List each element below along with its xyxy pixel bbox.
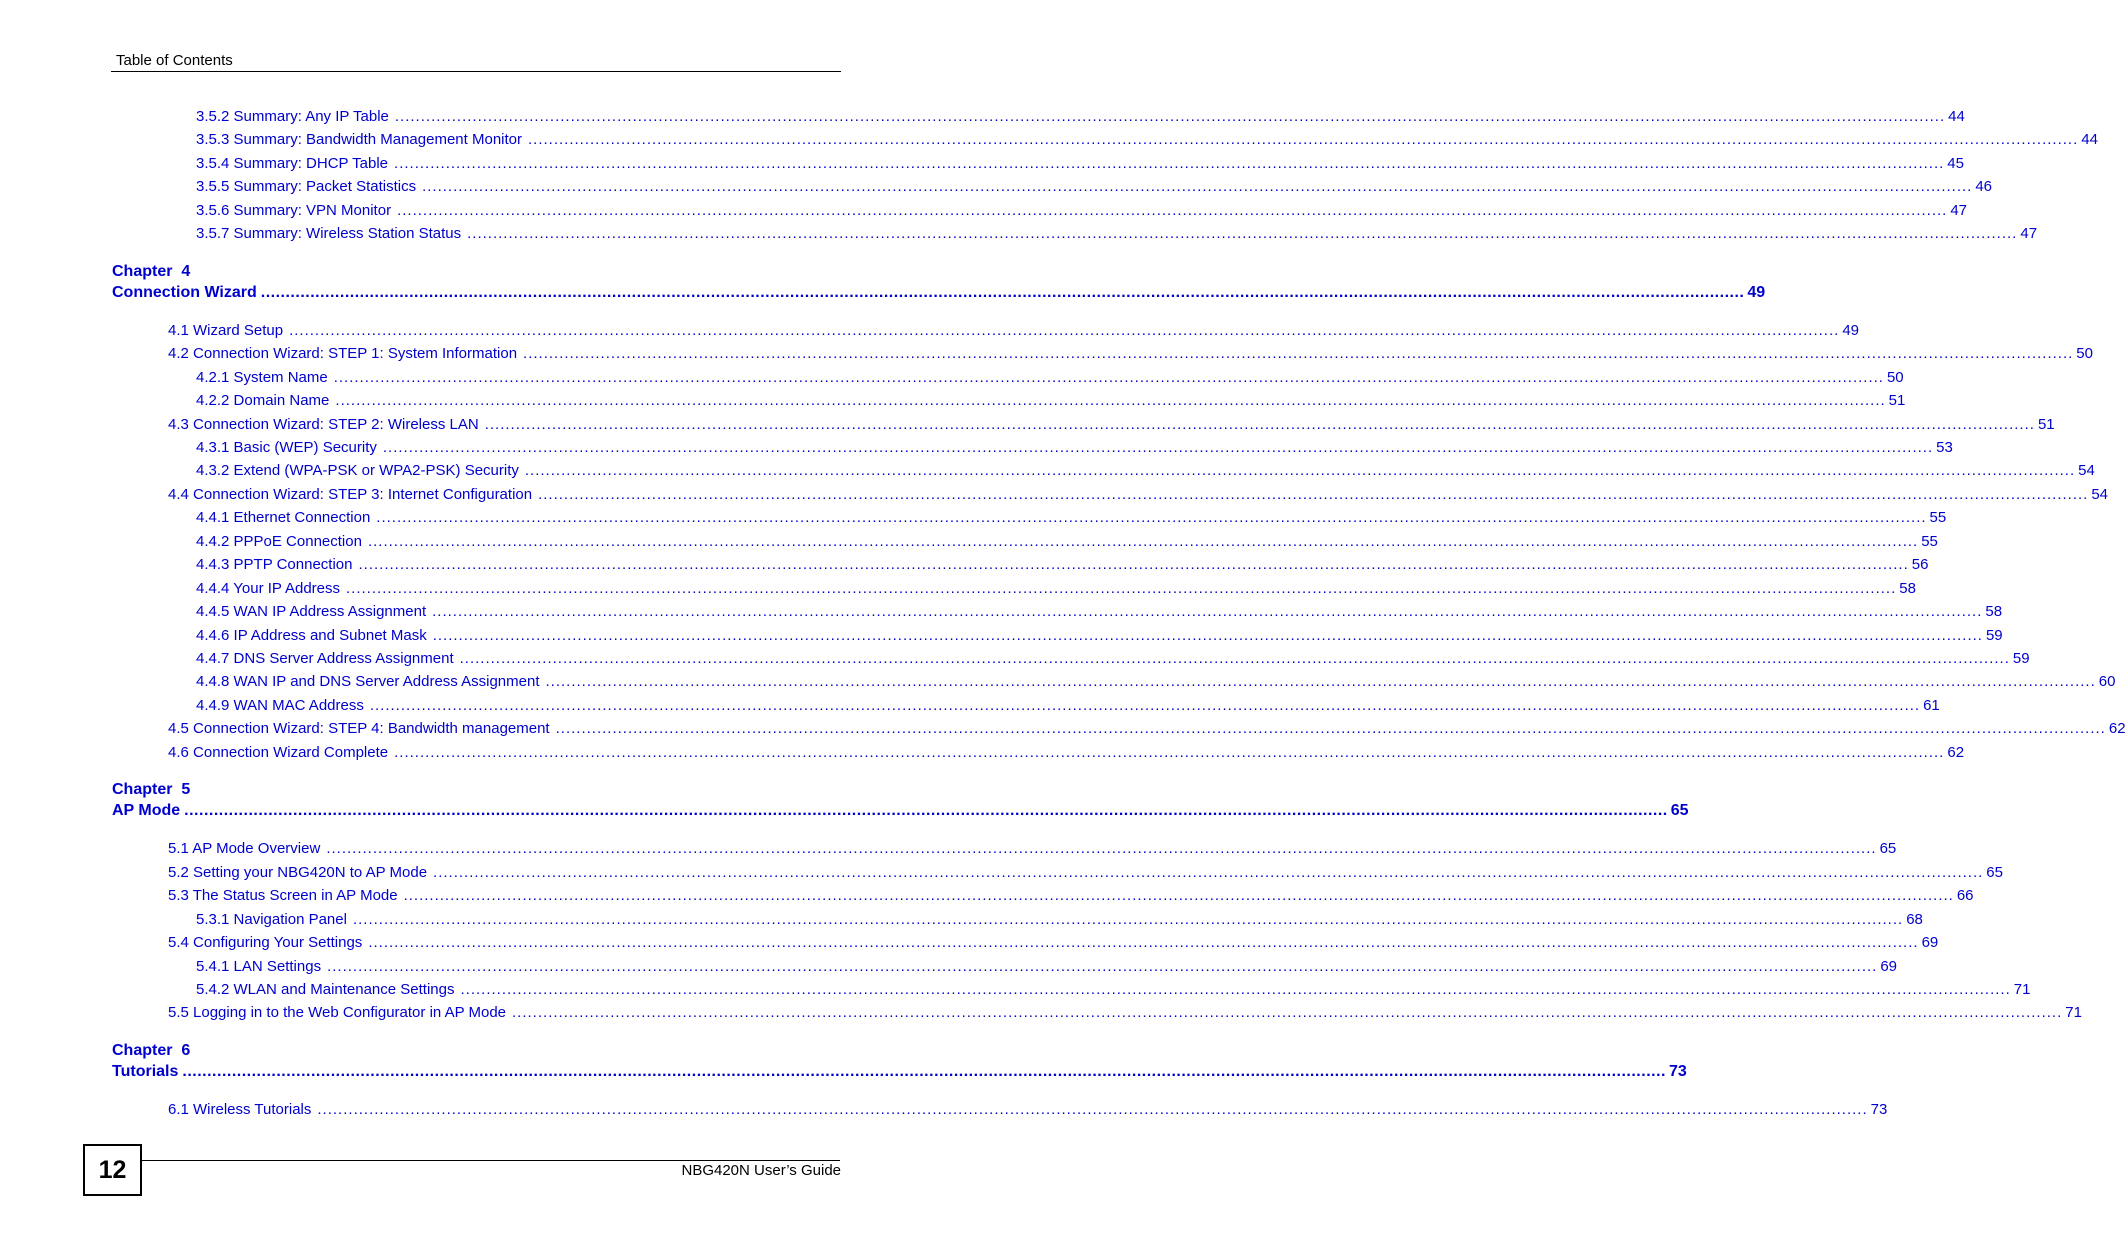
dot-leader: ............................................................................................................................................................................................................................................................................................................ (422, 178, 1973, 196)
entry-page-number: 44 (2081, 131, 2098, 149)
entry-page-number: 51 (1888, 392, 1906, 410)
toc-entry-link[interactable] (168, 743, 1965, 762)
toc-chapter-link[interactable] (112, 802, 1689, 820)
entry-title: 5.3.1 Navigation Panel (196, 910, 347, 928)
entry-title: 3.5.2 Summary: Any IP Table (196, 108, 389, 125)
entry-page-number: 71 (2013, 980, 2031, 998)
entry-title: 4.2.2 Domain Name (196, 392, 330, 410)
entry-page-number: 46 (1975, 178, 1993, 196)
entry-title: 4.4.4 Your IP Address (196, 579, 341, 597)
toc-entry-link[interactable] (196, 368, 1904, 387)
toc-entry-link[interactable] (196, 532, 1938, 551)
entry-title: 4.4.5 WAN IP Address Assignment (196, 603, 427, 621)
dot-leader: ............................................................................................................................................................................................................................................................................................................ (260, 283, 1745, 301)
toc-entry-link[interactable] (196, 579, 1916, 598)
entry-title: 4.6 Connection Wizard Complete (168, 743, 389, 761)
entry-page-number: 60 (2098, 673, 2116, 691)
entry-page-number: 50 (1886, 368, 1904, 386)
entry-title: 5.4.2 WLAN and Maintenance Settings (196, 980, 455, 998)
dot-leader: ............................................................................................................................................................................................................................................................................................................ (394, 154, 1945, 172)
entry-title: 4.3.1 Basic (WEP) Security (196, 438, 377, 456)
toc-entry-link[interactable] (196, 178, 1993, 196)
dot-leader: ............................................................................................................................................................................................................................................................................................................ (394, 108, 1946, 125)
dot-leader: ............................................................................................................................................................................................................................................................................................................ (352, 910, 1904, 928)
entry-title: 4.4.1 Ethernet Connection (196, 509, 371, 527)
chapter-label: Chapter 6 (112, 1041, 191, 1059)
entry-title: 4.4.9 WAN MAC Address (196, 696, 364, 714)
dot-leader: ............................................................................................................................................................................................................................................................................................................ (335, 392, 1886, 410)
entry-title: 4.5 Connection Wizard: STEP 4: Bandwidth management (168, 720, 550, 738)
dot-leader: ............................................................................................................................................................................................................................................................................................................ (368, 934, 1919, 952)
toc-chapter-link[interactable] (112, 1062, 1687, 1081)
toc-entry-link[interactable] (196, 673, 2116, 691)
entry-page-number: 51 (2037, 415, 2055, 433)
dot-leader: ............................................................................................................................................................................................................................................................................................................ (327, 957, 1878, 975)
toc-entry-link[interactable] (196, 910, 1923, 929)
footer-guide-name: NBG420N User’s Guide (681, 1162, 841, 1179)
dot-leader: ............................................................................................................................................................................................................................................................................................................ (358, 556, 1909, 574)
chapter-label: Chapter 5 (112, 781, 191, 799)
toc-entry-link[interactable] (168, 840, 1897, 858)
entry-page-number: 71 (2065, 1004, 2082, 1022)
chapter-label: Chapter 4 (112, 262, 191, 280)
toc-entry-link[interactable] (196, 201, 1968, 220)
entry-page-number: 62 (1947, 743, 1965, 761)
entry-page-number: 59 (1985, 626, 2003, 644)
entry-page-number: 68 (1906, 910, 1923, 928)
toc-entry-link[interactable] (196, 696, 1940, 715)
toc-entry-link[interactable] (196, 154, 1964, 173)
entry-page-number: 54 (2091, 485, 2109, 503)
dot-leader: ............................................................................................................................................................................................................................................................................................................ (369, 696, 1921, 714)
toc-entry-link[interactable] (196, 392, 1906, 410)
dot-leader: ............................................................................................................................................................................................................................................................................................................ (397, 201, 1948, 219)
entry-title: 4.4 Connection Wizard: STEP 3: Internet Configuration (168, 485, 533, 503)
entry-title: 4.4.8 WAN IP and DNS Server Address Assignment (196, 673, 540, 691)
dot-leader: ............................................................................................................................................................................................................................................................................................................ (289, 321, 1840, 339)
entry-page-number: 47 (2020, 225, 2038, 243)
toc-entry-link[interactable] (168, 485, 2109, 504)
page-number: 12 (98, 1155, 127, 1184)
entry-page-number: 65 (1879, 840, 1897, 858)
entry-page-number: 73 (1870, 1100, 1888, 1118)
chapter-page-number: 49 (1747, 283, 1766, 301)
dot-leader: ............................................................................................................................................................................................................................................................................................................ (433, 863, 1984, 881)
toc-entry-link[interactable] (196, 131, 2098, 149)
toc-entry-link[interactable] (168, 1004, 2082, 1022)
entry-title: 5.4 Configuring Your Settings (168, 934, 363, 952)
dot-leader: ............................................................................................................................................................................................................................................................................................................ (326, 840, 1877, 858)
dot-leader: ............................................................................................................................................................................................................................................................................................................ (484, 415, 2035, 433)
dot-leader: ............................................................................................................................................................................................................................................................................................................ (555, 720, 2106, 738)
entry-page-number: 62 (2108, 720, 2126, 738)
chapter-title: Connection Wizard (112, 283, 257, 301)
dot-leader: ............................................................................................................................................................................................................................................................................................................ (184, 802, 1668, 820)
toc-entry-link[interactable] (196, 650, 2030, 668)
dot-leader: ............................................................................................................................................................................................................................................................................................................ (367, 532, 1919, 550)
dot-leader: ............................................................................................................................................................................................................................................................................................................ (382, 438, 1934, 456)
running-header-title: Table of Contents (116, 52, 233, 69)
dot-leader: ............................................................................................................................................................................................................................................................................................................ (545, 673, 2096, 691)
entry-page-number: 69 (1880, 957, 1898, 975)
dot-leader: ............................................................................................................................................................................................................................................................................................................ (346, 579, 1897, 597)
entry-title: 5.5 Logging in to the Web Configurator in AP Mode (168, 1004, 507, 1022)
entry-page-number: 61 (1923, 696, 1940, 714)
toc-entry-link[interactable] (196, 603, 2003, 621)
entry-title: 3.5.5 Summary: Packet Statistics (196, 178, 417, 196)
toc-entry-link[interactable] (196, 225, 2038, 243)
entry-title: 4.4.2 PPPoE Connection (196, 532, 362, 550)
entry-title: 3.5.3 Summary: Bandwidth Management Monitor (196, 131, 522, 149)
chapter-title: AP Mode (112, 802, 181, 820)
dot-leader: ............................................................................................................................................................................................................................................................................................................ (432, 626, 1983, 644)
toc-entry-link[interactable] (196, 509, 1947, 527)
toc-entry-link[interactable] (196, 108, 1965, 126)
toc-entry-link[interactable] (168, 887, 1974, 905)
entry-title: 3.5.7 Summary: Wireless Station Status (196, 225, 462, 243)
entry-page-number: 54 (2078, 462, 2095, 480)
entry-page-number: 66 (1956, 887, 1974, 905)
dot-leader: ............................................................................................................................................................................................................................................................................................................ (467, 225, 2018, 243)
toc-entry-link[interactable] (168, 345, 2093, 363)
entry-title: 4.4.6 IP Address and Subnet Mask (196, 626, 427, 644)
dot-leader: ............................................................................................................................................................................................................................................................................................................ (538, 485, 2089, 503)
toc-entry-link[interactable] (196, 980, 2031, 999)
page-number-box (83, 1144, 142, 1196)
entry-title: 4.4.7 DNS Server Address Assignment (196, 650, 454, 667)
entry-page-number: 55 (1929, 509, 1947, 527)
toc-entry-link[interactable] (196, 957, 1898, 976)
dot-leader: ............................................................................................................................................................................................................................................................................................................ (459, 650, 2010, 667)
dot-leader: ............................................................................................................................................................................................................................................................................................................ (182, 1062, 1666, 1080)
entry-title: 5.2 Setting your NBG420N to AP Mode (168, 863, 428, 881)
dot-leader: ............................................................................................................................................................................................................................................................................................................ (524, 462, 2076, 480)
entry-title: 4.1 Wizard Setup (168, 321, 284, 339)
entry-title: 4.3.2 Extend (WPA-PSK or WPA2-PSK) Security (196, 462, 519, 480)
dot-leader: ............................................................................................................................................................................................................................................................................................................ (512, 1004, 2063, 1022)
dot-leader: ............................................................................................................................................................................................................................................................................................................ (317, 1100, 1868, 1118)
entry-page-number: 56 (1911, 556, 1929, 574)
dot-leader: ............................................................................................................................................................................................................................................................................................................ (460, 980, 2011, 998)
chapter-title: Tutorials (112, 1062, 179, 1080)
entry-title: 5.1 AP Mode Overview (168, 840, 321, 858)
entry-title: 4.2.1 System Name (196, 368, 328, 386)
entry-page-number: 53 (1936, 438, 1953, 456)
dot-leader: ............................................................................................................................................................................................................................................................................................................ (333, 368, 1884, 386)
toc-entry-link[interactable] (168, 415, 2055, 434)
entry-page-number: 55 (1921, 532, 1938, 550)
chapter-page-number: 65 (1670, 802, 1689, 820)
toc-chapter-link[interactable] (112, 283, 1766, 302)
dot-leader: ............................................................................................................................................................................................................................................................................................................ (528, 131, 2079, 149)
toc-entry-link[interactable] (168, 863, 2003, 882)
toc-entry-link[interactable] (196, 626, 2003, 645)
entry-title: 3.5.6 Summary: VPN Monitor (196, 201, 392, 219)
entry-page-number: 49 (1842, 321, 1859, 339)
entry-page-number: 59 (2012, 650, 2030, 667)
entry-title: 5.3 The Status Screen in AP Mode (168, 887, 398, 905)
entry-page-number: 65 (1986, 863, 2003, 881)
entry-page-number: 50 (2076, 345, 2093, 363)
toc-entry-link[interactable] (168, 1100, 1888, 1119)
dot-leader: ............................................................................................................................................................................................................................................................................................................ (432, 603, 1983, 621)
toc-entry-link[interactable] (168, 720, 2126, 738)
entry-title: 5.4.1 LAN Settings (196, 957, 322, 975)
entry-page-number: 58 (1985, 603, 2003, 621)
entry-page-number: 47 (1950, 201, 1968, 219)
toc-entry-link[interactable] (196, 556, 1929, 574)
dot-leader: ............................................................................................................................................................................................................................................................................................................ (376, 509, 1927, 527)
footer-divider (140, 1160, 840, 1161)
chapter-page-number: 73 (1668, 1062, 1687, 1080)
toc-entry-link[interactable] (168, 934, 1939, 952)
toc-entry-link[interactable] (168, 321, 1859, 340)
dot-leader: ............................................................................................................................................................................................................................................................................................................ (403, 887, 1954, 905)
entry-page-number: 44 (1948, 108, 1965, 125)
dot-leader: ............................................................................................................................................................................................................................................................................................................ (394, 743, 1945, 761)
entry-title: 3.5.4 Summary: DHCP Table (196, 154, 389, 172)
entry-page-number: 45 (1947, 154, 1964, 172)
entry-page-number: 58 (1899, 579, 1916, 597)
toc-entry-link[interactable] (196, 438, 1953, 457)
entry-title: 4.3 Connection Wizard: STEP 2: Wireless LAN (168, 415, 479, 433)
entry-title: 4.2 Connection Wizard: STEP 1: System Information (168, 345, 518, 363)
entry-title: 4.4.3 PPTP Connection (196, 556, 353, 574)
toc-entry-link[interactable] (196, 462, 2095, 480)
entry-title: 6.1 Wireless Tutorials (168, 1100, 312, 1118)
entry-page-number: 69 (1921, 934, 1939, 952)
dot-leader: ............................................................................................................................................................................................................................................................................................................ (523, 345, 2074, 363)
